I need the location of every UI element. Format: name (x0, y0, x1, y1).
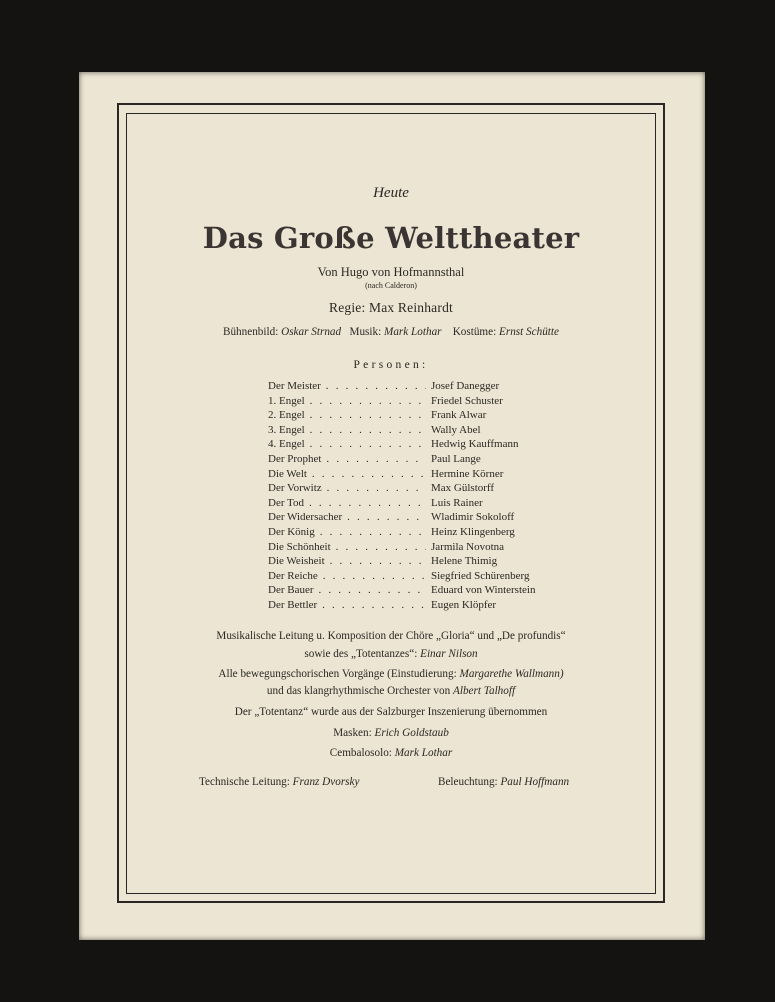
cast-row (268, 569, 568, 584)
cast-row (268, 598, 568, 613)
author-line: Von Hugo von Hofmannsthal (317, 265, 465, 279)
set-design-name: Oskar Strnad (281, 326, 342, 338)
cast-actor: Frank Alwar (431, 409, 487, 422)
cast-row (268, 525, 568, 540)
cembalo-name: Mark Lothar (394, 747, 453, 759)
cast-row (268, 510, 568, 525)
cembalo-note (126, 747, 656, 759)
program-content (126, 113, 656, 894)
music-direction-note: Musikalische Leitung u. Komposition der Chöre „Gloria“ und „De profundis“ (216, 630, 566, 642)
lighting-credit (438, 776, 569, 788)
cast-role: Der Reiche . . . (268, 569, 426, 584)
source-line: (nach Calderon) (365, 281, 417, 290)
cast-role: Der Widersacher . . . (268, 510, 426, 525)
masks-name: Erich Goldstaub (374, 727, 449, 739)
cast-row (268, 423, 568, 438)
orchestra-name: Albert Talhoff (453, 685, 516, 697)
cast-role: Der König . . . (268, 525, 426, 540)
cast-role: Der Tod . . . (268, 496, 426, 511)
cast-actor: Hermine Körner (431, 467, 504, 480)
cast-role: Die Welt . . . (268, 467, 426, 482)
set-design-label: Bühnenbild: (223, 326, 279, 338)
cast-actor: Jarmila Novotna (431, 540, 505, 553)
cast-role: Der Vorwitz . . . (268, 481, 426, 496)
cast-role: Der Bauer . . . (268, 583, 426, 598)
cast-role: Der Prophet . . . (268, 452, 426, 467)
technical-name: Franz Dvorsky (292, 776, 360, 788)
cast-row (268, 437, 568, 452)
music-label: Musik: (349, 326, 382, 338)
heading-today: Heute (373, 185, 409, 201)
cast-actor: Siegfried Schürenberg (431, 569, 530, 582)
cembalo-label: Cembalosolo: (329, 747, 392, 759)
cast-role: 2. Engel . . . (268, 408, 426, 423)
cast-actor: Paul Lange (431, 452, 481, 465)
costume-name: Ernst Schütte (499, 326, 559, 338)
cast-list (268, 379, 568, 613)
masks-label: Masken: (333, 727, 372, 739)
cast-row (268, 496, 568, 511)
cast-actor: Wladimir Sokoloff (431, 511, 515, 524)
director-line: Regie: Max Reinhardt (329, 300, 453, 315)
cast-role: Der Meister . . . (268, 379, 426, 394)
orchestra-note (126, 685, 656, 697)
cast-actor: Heinz Klingenberg (431, 525, 515, 538)
cast-heading: Personen: (353, 359, 429, 371)
cast-role: 4. Engel . . . (268, 437, 426, 452)
music-name: Mark Lothar (384, 326, 442, 338)
totentanz-label: sowie des „Totentanzes“: (304, 648, 418, 660)
cast-row (268, 467, 568, 482)
cast-role: 1. Engel . . . (268, 394, 426, 409)
movement-note (126, 668, 656, 680)
cast-actor: Eduard von Winterstein (431, 584, 536, 597)
cast-actor: Luis Rainer (431, 496, 483, 509)
cast-role: Die Schönheit . . . (268, 540, 426, 555)
totentanz-note (126, 648, 656, 660)
cast-row (268, 379, 568, 394)
lighting-name: Paul Hoffmann (500, 776, 570, 788)
cast-actor: Josef Danegger (431, 380, 500, 392)
cast-row (268, 540, 568, 555)
cast-row (268, 452, 568, 467)
cast-row (268, 554, 568, 569)
costume-label: Kostüme: (452, 326, 497, 338)
technical-label: Technische Leitung: (199, 776, 290, 788)
cast-actor: Eugen Klöpfer (431, 598, 497, 611)
cast-actor: Friedel Schuster (431, 394, 503, 407)
masks-note (126, 727, 656, 739)
totentanz-origin-note: Der „Totentanz“ wurde aus der Salzburger Inszenierung übernommen (234, 706, 548, 718)
orchestra-label: und das klangrhythmische Orchester von (266, 685, 451, 697)
movement-label: Alle bewegungschorischen Vorgänge (Einstudierung: (218, 668, 457, 680)
cast-row (268, 481, 568, 496)
cast-role: Die Weisheit . . . (268, 554, 426, 569)
cast-actor: Helene Thimig (431, 555, 498, 568)
cast-row (268, 394, 568, 409)
cast-actor: Max Gülstorff (431, 482, 495, 495)
cast-row (268, 408, 568, 423)
technical-direction (199, 776, 359, 788)
cast-actor: Wally Abel (431, 423, 481, 436)
cast-row (268, 583, 568, 598)
production-credits (126, 326, 656, 338)
cast-actor: Hedwig Kauffmann (431, 438, 519, 451)
movement-name: Margarethe Wallmann) (459, 668, 564, 680)
cast-role: 3. Engel . . . (268, 423, 426, 438)
cast-role: Der Bettler . . . (268, 598, 426, 613)
play-title: Das Große Welttheater (202, 221, 580, 255)
totentanz-composer: Einar Nilson (420, 648, 478, 660)
lighting-label: Beleuchtung: (438, 776, 498, 788)
